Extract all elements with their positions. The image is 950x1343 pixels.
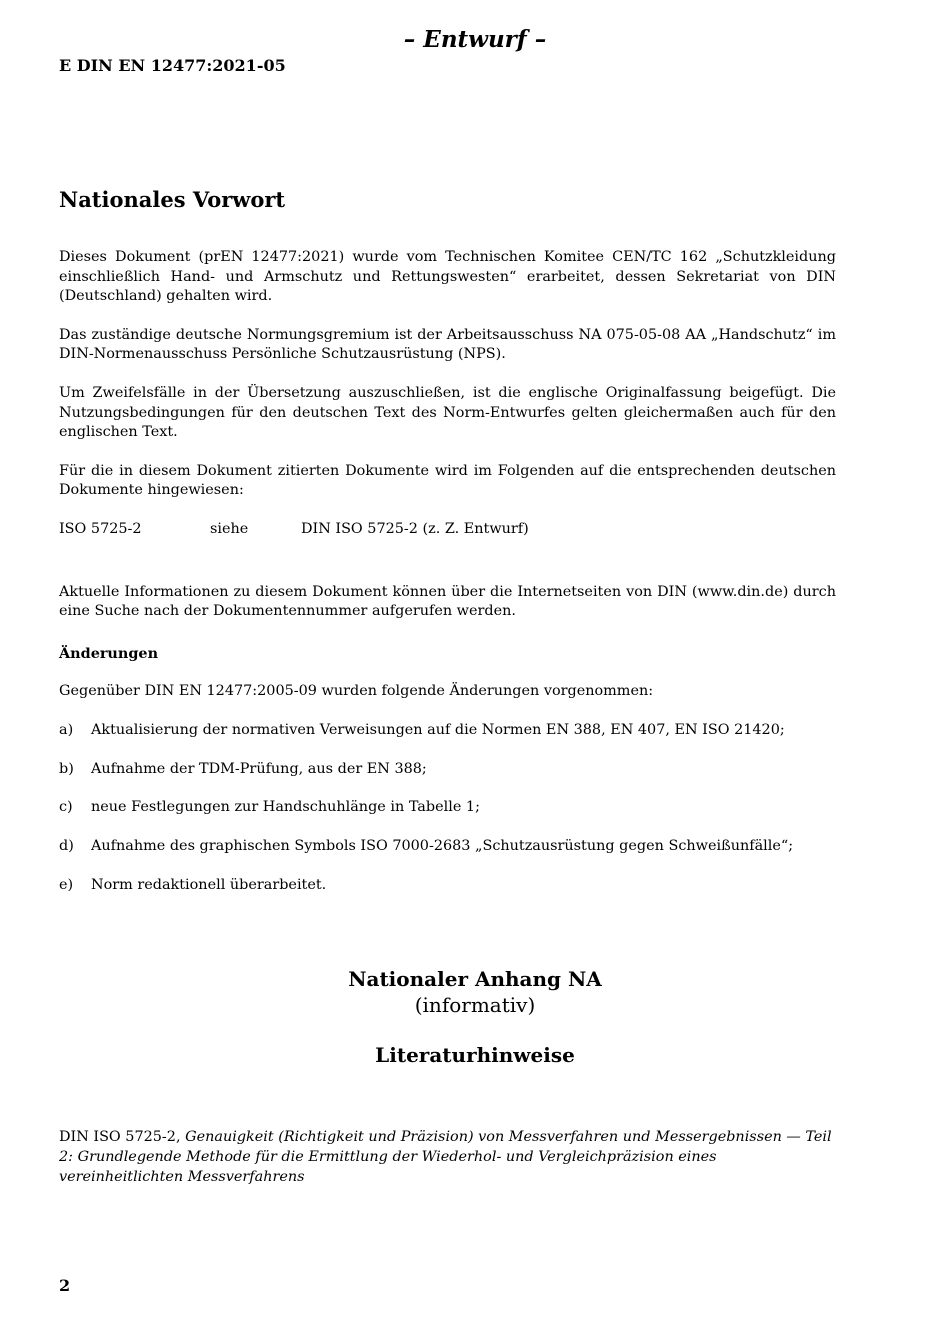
info-paragraph: Aktuelle Informationen zu diesem Dokument können über die Internetseiten von DIN (www.din.de) durch eine Suche nach der Dokumentennummer aufgerufen werden. <box>59 583 836 620</box>
foreword-paragraph: Das zuständige deutsche Normungsgremium ist der Arbeitsausschuss NA 075-05-08 AA „Handschutz“ im DIN-Normenausschuss Persönliche Schutzausrüstung (NPS). <box>59 326 836 363</box>
reference-relation: siehe <box>210 520 249 537</box>
reference-international: ISO 5725-2 <box>59 520 142 537</box>
list-marker: a) <box>59 721 74 738</box>
national-annex-heading <box>0 966 950 1068</box>
list-item <box>59 837 836 857</box>
document-number: E DIN EN 12477:2021-05 <box>59 56 286 75</box>
foreword-title: Nationales Vorwort <box>59 187 286 212</box>
literature-entry <box>59 1127 836 1187</box>
foreword-paragraph: Für die in diesem Dokument zitierten Dokumente wird im Folgenden auf die entsprechenden deutschen Dokumente hingewiesen: <box>59 462 836 499</box>
list-item-text: Aufnahme der TDM-Prüfung, aus der EN 388; <box>91 760 427 777</box>
foreword-paragraph: Um Zweifelsfälle in der Übersetzung auszuschließen, ist die englische Originalfassung beigefügt. Die Nutzungsbedingungen für den deutschen Text des Norm-Entwurfes gelten gleichermaßen auch für den englischen Text. <box>59 384 836 441</box>
changes-list <box>59 721 836 896</box>
list-item <box>59 721 836 741</box>
list-marker: e) <box>59 877 74 894</box>
list-marker: d) <box>59 838 74 855</box>
changes-heading: Änderungen <box>59 644 159 662</box>
annex-type: (informativ) <box>414 993 536 1017</box>
list-item-text: Norm redaktionell überarbeitet. <box>91 877 327 894</box>
list-item <box>59 798 836 818</box>
foreword-section <box>59 186 836 915</box>
page-number: 2 <box>59 1276 71 1295</box>
reference-national: DIN ISO 5725-2 (z. Z. Entwurf) <box>301 520 529 537</box>
foreword-paragraph: Dieses Dokument (prEN 12477:2021) wurde vom Technischen Komitee CEN/TC 162 „Schutzkleidung einschließlich Hand- und Armschutz und Rettungswesten“ erarbeitet, dessen Sekretariat von DIN (Deutschland) gehalten wird. <box>59 249 836 305</box>
changes-intro: Gegenüber DIN EN 12477:2005-09 wurden folgende Änderungen vorgenommen: <box>59 683 654 700</box>
reference-row <box>59 520 836 540</box>
literature-ref-title: Genauigkeit (Richtigkeit und Präzision) von Messverfahren und Messergebnissen — Teil 2: Grundlegende Methode für die Ermittlung der Wiederhol- und Vergleichpräzision eines vereinheitlichten Messverfahrens <box>59 1129 832 1185</box>
list-marker: b) <box>59 760 74 777</box>
draft-mark: – Entwurf – <box>403 26 547 53</box>
annex-title: Nationaler Anhang NA <box>348 967 602 991</box>
list-item-text: Aufnahme des graphischen Symbols ISO 7000-2683 „Schutzausrüstung gegen Schweißunfälle“; <box>91 838 794 855</box>
list-item-text: neue Festlegungen zur Handschuhlänge in Tabelle 1; <box>91 799 480 816</box>
list-item-text: Aktualisierung der normativen Verweisungen auf die Normen EN 388, EN 407, EN ISO 21420; <box>91 721 785 738</box>
literature-ref-number: DIN ISO 5725-2, <box>59 1129 186 1145</box>
list-item <box>59 876 836 896</box>
list-marker: c) <box>59 799 73 816</box>
literature-title: Literaturhinweise <box>375 1043 575 1067</box>
list-item <box>59 760 836 780</box>
